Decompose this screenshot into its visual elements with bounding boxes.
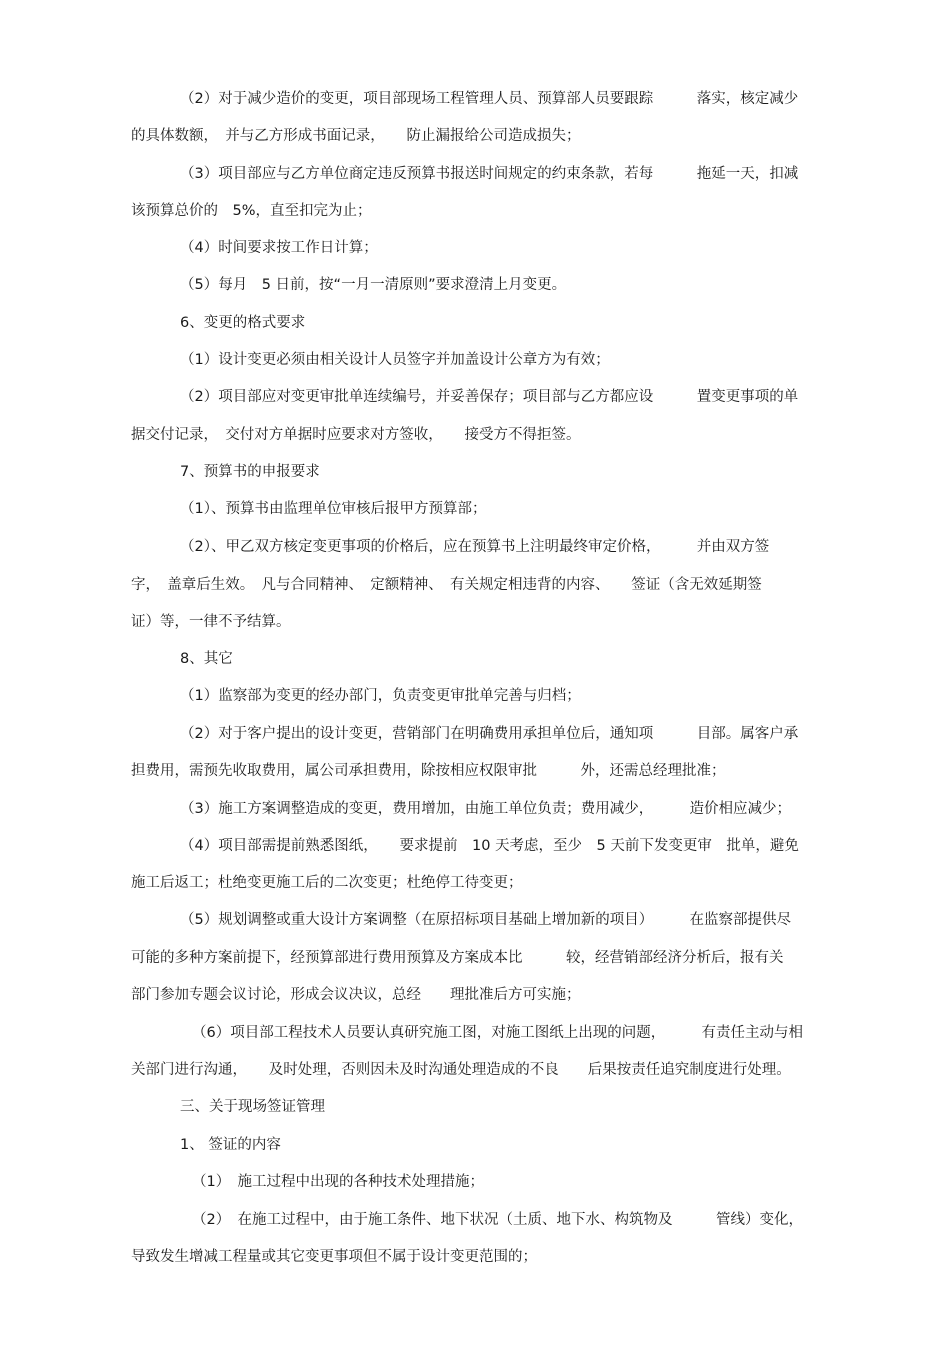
paragraph-line: （1）、预算书由监理单位审核后报甲方预算部； [180,501,487,517]
paragraph-line: （2）项目部应对变更审批单连续编号，并妥善保存；项目部与乙方都应设 置变更事项的单 [180,389,799,405]
paragraph-line: 担费用，需预先收取费用，属公司承担费用，除按相应权限审批 外，还需总经理批准； [131,763,726,779]
paragraph-line: （2） 在施工过程中，由于施工条件、地下状况（土质、地下水、构筑物及 管线）变化， [192,1212,803,1228]
paragraph-line: （2）对于客户提出的设计变更，营销部门在明确费用承担单位后，通知项 目部。属客户承 [180,726,799,742]
section-heading: 三、关于现场签证管理 [180,1099,325,1115]
paragraph-line: （1） 施工过程中出现的各种技术处理措施； [192,1174,484,1190]
paragraph-line: （3）项目部应与乙方单位商定违反预算书报送时间规定的约束条款，若每 拖延一天，扣减 [180,166,799,182]
paragraph-line: （5）每月 5 日前，按“一月一清原则”要求澄清上月变更。 [180,277,567,293]
paragraph-line: （1）监察部为变更的经办部门，负责变更审批单完善与归档； [180,688,581,704]
paragraph-line: （5）规划调整或重大设计方案调整（在原招标项目基础上增加新的项目） 在监察部提供尽 [180,912,791,928]
section-heading: 6、变更的格式要求 [180,315,306,331]
paragraph-line: （4）时间要求按工作日计算； [180,240,378,256]
paragraph-line: （3）施工方案调整造成的变更，费用增加，由施工单位负责；费用减少， 造价相应减少； [180,801,791,817]
paragraph-line: 证）等，一律不予结算。 [131,614,291,630]
paragraph-line: 的具体数额， 并与乙方形成书面记录， 防止漏报给公司造成损失； [131,128,581,144]
paragraph-line: 施工后返工；杜绝变更施工后的二次变更；杜绝停工待变更； [131,875,523,891]
paragraph-line: （2）对于减少造价的变更，项目部现场工程管理人员、预算部人员要跟踪 落实，核定减少 [180,91,799,107]
paragraph-line: 部门参加专题会议讨论，形成会议决议，总经 理批准后方可实施； [131,987,581,1003]
paragraph-line: 导致发生增减工程量或其它变更事项但不属于设计变更范围的； [131,1249,537,1265]
paragraph-line: （1）设计变更必须由相关设计人员签字并加盖设计公章方为有效； [180,352,610,368]
paragraph-line: 可能的多种方案前提下，经预算部进行费用预算及方案成本比 较，经营销部经济分析后，报有关 [131,950,784,966]
section-heading: 7、预算书的申报要求 [180,464,320,480]
section-heading: 1、 签证的内容 [180,1137,281,1153]
section-heading: 8、其它 [180,651,233,667]
paragraph-line: （4）项目部需提前熟悉图纸， 要求提前 10 天考虑，至少 5 天前下发变更审 批单，避免 [180,838,799,854]
paragraph-line: （2）、甲乙双方核定变更事项的价格后，应在预算书上注明最终审定价格， 并由双方签 [180,539,770,555]
paragraph-line: （6）项目部工程技术人员要认真研究施工图，对施工图纸上出现的问题， 有责任主动与相 [192,1025,803,1041]
paragraph-line: 该预算总价的 5%，直至扣完为止； [131,203,372,219]
paragraph-line: 据交付记录， 交付对方单据时应要求对方签收， 接受方不得拒签。 [131,427,581,443]
paragraph-line: 关部门进行沟通， 及时处理，否则因未及时沟通处理造成的不良 后果按责任追究制度进行处理。 [131,1062,791,1078]
paragraph-line: 字， 盖章后生效。 凡与合同精神、 定额精神、 有关规定相违背的内容、 签证（含无效延期签 [131,577,762,593]
